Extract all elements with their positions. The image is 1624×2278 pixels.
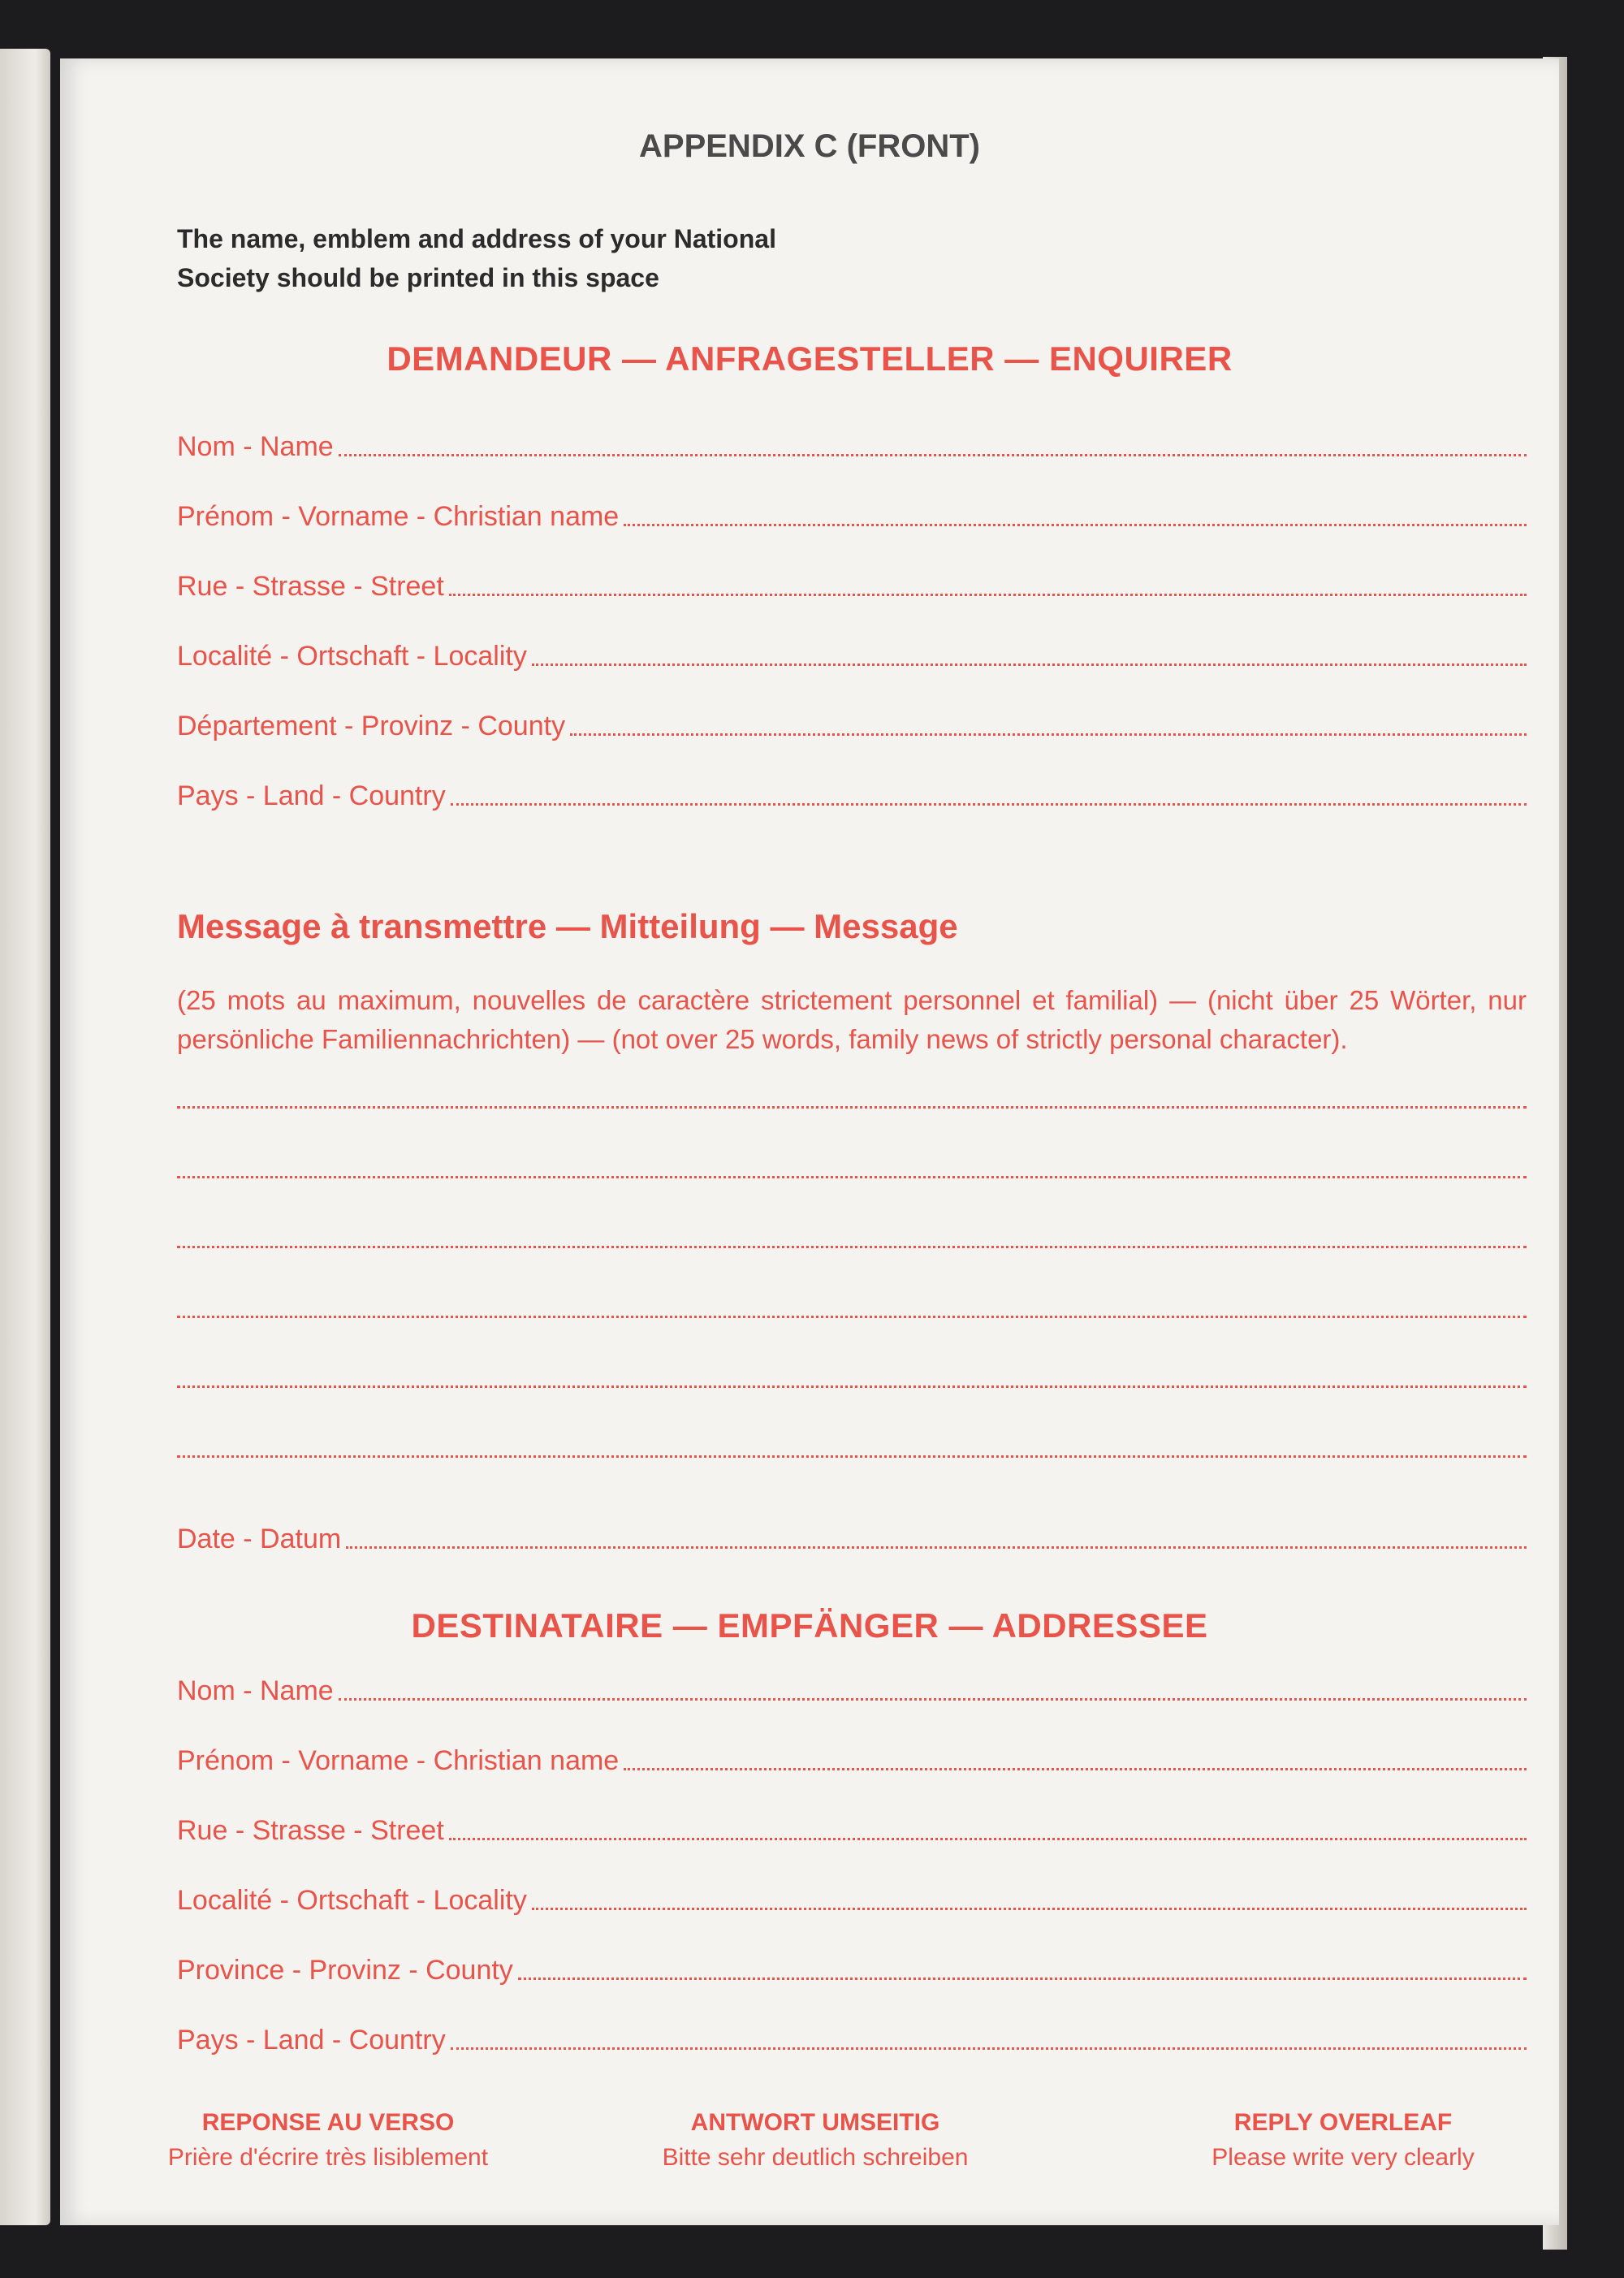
society-note-line-1: The name, emblem and address of your National (177, 224, 776, 253)
date-field[interactable] (177, 1515, 1527, 1555)
dotted-line (518, 1977, 1527, 1980)
enquirer-name-field[interactable] (177, 422, 1527, 463)
field-label: Date - Datum (177, 1524, 342, 1554)
field-label: Rue - Strasse - Street (177, 571, 444, 602)
message-line-4[interactable] (177, 1316, 1527, 1318)
footer-english-sub: Please write very clearly (1212, 2144, 1475, 2171)
message-line-3[interactable] (177, 1246, 1527, 1248)
message-line-2[interactable] (177, 1176, 1527, 1178)
footer-french-title: REPONSE AU VERSO (201, 2109, 455, 2136)
footer-english (1148, 2105, 1538, 2175)
addressee-country-field[interactable] (177, 2016, 1527, 2056)
field-label: Nom - Name (177, 431, 334, 462)
footer-french (141, 2105, 515, 2175)
field-label: Pays - Land - Country (177, 780, 446, 811)
dotted-line (624, 523, 1527, 526)
message-instructions: (25 mots au maximum, nouvelles de caractère strictement personnel et familial) — (nicht über 25 Wörter, nur persönliche Familiennachrichten) — (not over 25 words, family news of strictly personal character). (177, 985, 1527, 1054)
dotted-line (532, 1907, 1527, 1910)
field-label: Localité - Ortschaft - Locality (177, 1885, 527, 1916)
dotted-line (449, 1837, 1527, 1840)
enquirer-country-field[interactable] (177, 772, 1527, 812)
field-label: Localité - Ortschaft - Locality (177, 641, 527, 672)
dotted-line (339, 453, 1527, 456)
addressee-name-field[interactable] (177, 1666, 1527, 1707)
field-label: Province - Provinz - County (177, 1955, 513, 1986)
dotted-line (624, 1767, 1527, 1770)
field-label: Nom - Name (177, 1675, 334, 1706)
addressee-locality-field[interactable] (177, 1876, 1527, 1917)
message-line-1[interactable] (177, 1106, 1527, 1109)
enquirer-section-title: DEMANDEUR — ANFRAGESTELLER — ENQUIRER (387, 339, 1233, 378)
enquirer-christian-name-field[interactable] (177, 492, 1527, 533)
footer-english-title: REPLY OVERLEAF (1233, 2109, 1453, 2136)
enquirer-street-field[interactable] (177, 562, 1527, 603)
dotted-line (339, 1697, 1527, 1701)
society-note (177, 219, 989, 297)
left-page-edge (0, 49, 50, 2225)
message-line-6[interactable] (177, 1455, 1527, 1458)
footer-german-sub: Bitte sehr deutlich schreiben (662, 2144, 969, 2171)
form-page (60, 58, 1559, 2225)
dotted-line (451, 802, 1527, 806)
page-title: APPENDIX C (FRONT) (639, 128, 980, 164)
addressee-christian-name-field[interactable] (177, 1736, 1527, 1777)
field-label: Pays - Land - Country (177, 2025, 446, 2055)
dotted-line (449, 593, 1527, 596)
footer-german-title: ANTWORT UMSEITIG (690, 2109, 940, 2136)
message-line-5[interactable] (177, 1385, 1527, 1388)
addressee-section-title: DESTINATAIRE — EMPFÄNGER — ADDRESSEE (411, 1606, 1208, 1645)
footer-german (628, 2105, 1002, 2175)
field-label: Prénom - Vorname - Christian name (177, 1745, 620, 1776)
enquirer-county-field[interactable] (177, 702, 1527, 742)
dotted-line (570, 733, 1527, 736)
field-label: Département - Provinz - County (177, 711, 566, 741)
addressee-street-field[interactable] (177, 1806, 1527, 1847)
dotted-line (346, 1545, 1527, 1549)
society-note-line-2: Society should be printed in this space (177, 263, 659, 292)
addressee-province-field[interactable] (177, 1946, 1527, 1986)
footer-french-sub: Prière d'écrire très lisiblement (167, 2144, 489, 2171)
field-label: Prénom - Vorname - Christian name (177, 501, 620, 532)
field-label: Rue - Strasse - Street (177, 1815, 444, 1846)
dotted-line (532, 663, 1527, 666)
message-section-title: Message à transmettre — Mitteilung — Message (177, 907, 958, 945)
enquirer-locality-field[interactable] (177, 632, 1527, 672)
dotted-line (451, 2047, 1527, 2050)
